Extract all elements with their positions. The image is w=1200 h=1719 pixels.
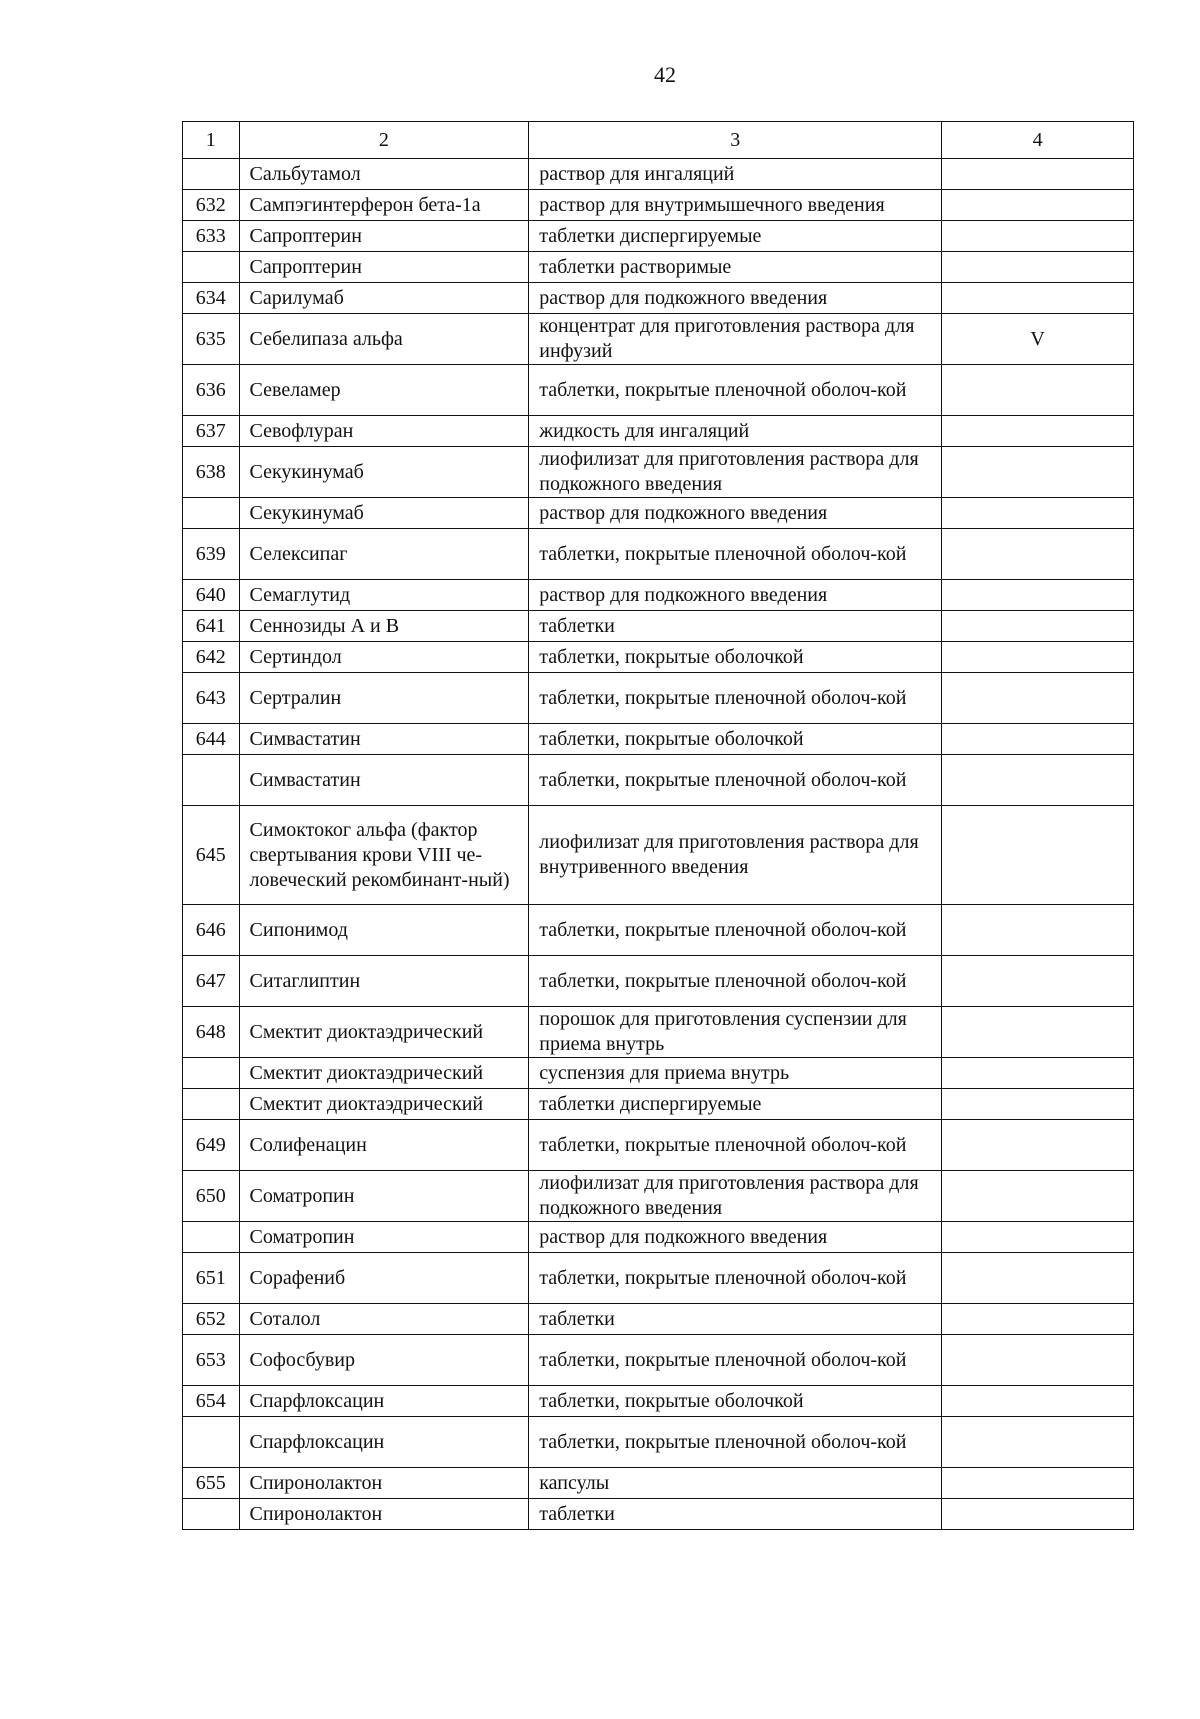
drug-name: Себелипаза альфа bbox=[239, 314, 529, 365]
table-row bbox=[183, 314, 1134, 365]
row-number bbox=[183, 1089, 240, 1120]
header-row bbox=[183, 122, 1134, 159]
table-row bbox=[183, 1222, 1134, 1253]
row-number: 637 bbox=[183, 416, 240, 447]
table-row bbox=[183, 956, 1134, 1007]
row-number: 655 bbox=[183, 1468, 240, 1499]
table-row bbox=[183, 611, 1134, 642]
table-row bbox=[183, 221, 1134, 252]
mark-cell bbox=[942, 1120, 1134, 1171]
table-row bbox=[183, 580, 1134, 611]
table-row bbox=[183, 1120, 1134, 1171]
dosage-form: таблетки, покрытые пленочной оболоч-кой bbox=[529, 1335, 942, 1386]
row-number bbox=[183, 1499, 240, 1530]
row-number: 641 bbox=[183, 611, 240, 642]
drug-name: Смектит диоктаэдрический bbox=[239, 1058, 529, 1089]
drug-name: Секукинумаб bbox=[239, 447, 529, 498]
header-cell: 4 bbox=[942, 122, 1134, 159]
drug-name: Соматропин bbox=[239, 1222, 529, 1253]
row-number: 640 bbox=[183, 580, 240, 611]
drug-name: Ситаглиптин bbox=[239, 956, 529, 1007]
row-number bbox=[183, 1417, 240, 1468]
dosage-form: таблетки, покрытые пленочной оболоч-кой bbox=[529, 1253, 942, 1304]
drug-name: Соталол bbox=[239, 1304, 529, 1335]
dosage-form: раствор для подкожного введения bbox=[529, 580, 942, 611]
dosage-form: лиофилизат для приготовления раствора для подкожного введения bbox=[529, 447, 942, 498]
table-row bbox=[183, 1089, 1134, 1120]
dosage-form: таблетки, покрытые пленочной оболоч-кой bbox=[529, 529, 942, 580]
drug-name: Сарилумаб bbox=[239, 283, 529, 314]
drug-name: Симвастатин bbox=[239, 755, 529, 806]
dosage-form: порошок для приготовления суспензии для приема внутрь bbox=[529, 1007, 942, 1058]
table-row bbox=[183, 1253, 1134, 1304]
dosage-form: таблетки, покрытые пленочной оболоч-кой bbox=[529, 365, 942, 416]
row-number: 635 bbox=[183, 314, 240, 365]
row-number: 645 bbox=[183, 806, 240, 905]
dosage-form: суспензия для приема внутрь bbox=[529, 1058, 942, 1089]
mark-cell bbox=[942, 1335, 1134, 1386]
table-row bbox=[183, 905, 1134, 956]
mark-cell bbox=[942, 1468, 1134, 1499]
mark-cell bbox=[942, 1499, 1134, 1530]
drug-name: Сертиндол bbox=[239, 642, 529, 673]
dosage-form: таблетки, покрытые оболочкой bbox=[529, 1386, 942, 1417]
row-number: 649 bbox=[183, 1120, 240, 1171]
drug-name: Симвастатин bbox=[239, 724, 529, 755]
table-row bbox=[183, 642, 1134, 673]
mark-cell bbox=[942, 190, 1134, 221]
drug-name: Сапроптерин bbox=[239, 221, 529, 252]
dosage-form: таблетки bbox=[529, 1499, 942, 1530]
mark-cell bbox=[942, 252, 1134, 283]
dosage-form: таблетки, покрытые пленочной оболоч-кой bbox=[529, 673, 942, 724]
table-row bbox=[183, 252, 1134, 283]
dosage-form: жидкость для ингаляций bbox=[529, 416, 942, 447]
mark-cell: V bbox=[942, 314, 1134, 365]
row-number bbox=[183, 159, 240, 190]
dosage-form: таблетки bbox=[529, 611, 942, 642]
dosage-form: таблетки, покрытые оболочкой bbox=[529, 642, 942, 673]
drug-name: Сертралин bbox=[239, 673, 529, 724]
page-number: 42 bbox=[654, 62, 676, 87]
drug-name: Сампэгинтерферон бета-1а bbox=[239, 190, 529, 221]
mark-cell bbox=[942, 221, 1134, 252]
mark-cell bbox=[942, 673, 1134, 724]
drug-name: Спарфлоксацин bbox=[239, 1417, 529, 1468]
dosage-form: лиофилизат для приготовления раствора для внутривенного введения bbox=[529, 806, 942, 905]
table-row bbox=[183, 724, 1134, 755]
drug-name: Секукинумаб bbox=[239, 498, 529, 529]
table-row bbox=[183, 498, 1134, 529]
table-row bbox=[183, 673, 1134, 724]
mark-cell bbox=[942, 806, 1134, 905]
mark-cell bbox=[942, 529, 1134, 580]
mark-cell bbox=[942, 1253, 1134, 1304]
mark-cell bbox=[942, 1386, 1134, 1417]
drug-name: Севеламер bbox=[239, 365, 529, 416]
table-row bbox=[183, 159, 1134, 190]
table-row bbox=[183, 1468, 1134, 1499]
dosage-form: таблетки, покрытые пленочной оболоч-кой bbox=[529, 956, 942, 1007]
table-row bbox=[183, 190, 1134, 221]
drug-table bbox=[182, 121, 1134, 1530]
dosage-form: таблетки, покрытые пленочной оболоч-кой bbox=[529, 755, 942, 806]
mark-cell bbox=[942, 365, 1134, 416]
table-row bbox=[183, 529, 1134, 580]
drug-name: Сеннозиды А и В bbox=[239, 611, 529, 642]
mark-cell bbox=[942, 642, 1134, 673]
mark-cell bbox=[942, 416, 1134, 447]
drug-name: Софосбувир bbox=[239, 1335, 529, 1386]
dosage-form: раствор для внутримышечного введения bbox=[529, 190, 942, 221]
drug-name: Селексипаг bbox=[239, 529, 529, 580]
dosage-form: таблетки bbox=[529, 1304, 942, 1335]
dosage-form: таблетки диспергируемые bbox=[529, 221, 942, 252]
mark-cell bbox=[942, 1058, 1134, 1089]
table-row bbox=[183, 1417, 1134, 1468]
drug-name: Спарфлоксацин bbox=[239, 1386, 529, 1417]
table-row bbox=[183, 1058, 1134, 1089]
row-number: 652 bbox=[183, 1304, 240, 1335]
dosage-form: таблетки диспергируемые bbox=[529, 1089, 942, 1120]
mark-cell bbox=[942, 1089, 1134, 1120]
row-number bbox=[183, 498, 240, 529]
row-number: 651 bbox=[183, 1253, 240, 1304]
dosage-form: раствор для подкожного введения bbox=[529, 498, 942, 529]
row-number: 646 bbox=[183, 905, 240, 956]
row-number: 639 bbox=[183, 529, 240, 580]
drug-name: Соматропин bbox=[239, 1171, 529, 1222]
dosage-form: таблетки, покрытые оболочкой bbox=[529, 724, 942, 755]
dosage-form: раствор для подкожного введения bbox=[529, 1222, 942, 1253]
header-cell: 1 bbox=[183, 122, 240, 159]
row-number bbox=[183, 1058, 240, 1089]
table-row bbox=[183, 447, 1134, 498]
drug-name: Сальбутамол bbox=[239, 159, 529, 190]
table-row bbox=[183, 806, 1134, 905]
row-number bbox=[183, 755, 240, 806]
mark-cell bbox=[942, 1222, 1134, 1253]
dosage-form: таблетки, покрытые пленочной оболоч-кой bbox=[529, 1120, 942, 1171]
mark-cell bbox=[942, 283, 1134, 314]
drug-name: Семаглутид bbox=[239, 580, 529, 611]
drug-name: Сапроптерин bbox=[239, 252, 529, 283]
table-row bbox=[183, 1304, 1134, 1335]
row-number: 634 bbox=[183, 283, 240, 314]
dosage-form: таблетки, покрытые пленочной оболоч-кой bbox=[529, 1417, 942, 1468]
drug-name: Смектит диоктаэдрический bbox=[239, 1089, 529, 1120]
mark-cell bbox=[942, 447, 1134, 498]
drug-name: Симоктоког альфа (фактор свертывания крови VIII че-ловеческий рекомбинант-ный) bbox=[239, 806, 529, 905]
table-row bbox=[183, 1007, 1134, 1058]
table-row bbox=[183, 755, 1134, 806]
drug-name: Смектит диоктаэдрический bbox=[239, 1007, 529, 1058]
row-number: 633 bbox=[183, 221, 240, 252]
row-number bbox=[183, 1222, 240, 1253]
dosage-form: раствор для подкожного введения bbox=[529, 283, 942, 314]
row-number bbox=[183, 252, 240, 283]
row-number: 636 bbox=[183, 365, 240, 416]
table-row bbox=[183, 365, 1134, 416]
header-cell: 3 bbox=[529, 122, 942, 159]
row-number: 647 bbox=[183, 956, 240, 1007]
dosage-form: лиофилизат для приготовления раствора для подкожного введения bbox=[529, 1171, 942, 1222]
mark-cell bbox=[942, 755, 1134, 806]
table-row bbox=[183, 1386, 1134, 1417]
row-number: 632 bbox=[183, 190, 240, 221]
drug-name: Севофлуран bbox=[239, 416, 529, 447]
row-number: 653 bbox=[183, 1335, 240, 1386]
mark-cell bbox=[942, 724, 1134, 755]
table-row bbox=[183, 1499, 1134, 1530]
row-number: 650 bbox=[183, 1171, 240, 1222]
row-number: 642 bbox=[183, 642, 240, 673]
dosage-form: таблетки растворимые bbox=[529, 252, 942, 283]
dosage-form: раствор для ингаляций bbox=[529, 159, 942, 190]
drug-name: Солифенацин bbox=[239, 1120, 529, 1171]
table-row bbox=[183, 283, 1134, 314]
drug-name: Спиронолактон bbox=[239, 1499, 529, 1530]
mark-cell bbox=[942, 1171, 1134, 1222]
dosage-form: капсулы bbox=[529, 1468, 942, 1499]
dosage-form: концентрат для приготовления раствора для инфузий bbox=[529, 314, 942, 365]
drug-name: Спиронолактон bbox=[239, 1468, 529, 1499]
row-number: 643 bbox=[183, 673, 240, 724]
mark-cell bbox=[942, 159, 1134, 190]
dosage-form: таблетки, покрытые пленочной оболоч-кой bbox=[529, 905, 942, 956]
mark-cell bbox=[942, 1417, 1134, 1468]
table-row bbox=[183, 1171, 1134, 1222]
mark-cell bbox=[942, 580, 1134, 611]
row-number: 654 bbox=[183, 1386, 240, 1417]
table-row bbox=[183, 1335, 1134, 1386]
mark-cell bbox=[942, 498, 1134, 529]
row-number: 638 bbox=[183, 447, 240, 498]
row-number: 644 bbox=[183, 724, 240, 755]
mark-cell bbox=[942, 1304, 1134, 1335]
mark-cell bbox=[942, 611, 1134, 642]
mark-cell bbox=[942, 1007, 1134, 1058]
mark-cell bbox=[942, 905, 1134, 956]
mark-cell bbox=[942, 956, 1134, 1007]
drug-name: Сорафениб bbox=[239, 1253, 529, 1304]
drug-name: Сипонимод bbox=[239, 905, 529, 956]
header-cell: 2 bbox=[239, 122, 529, 159]
row-number: 648 bbox=[183, 1007, 240, 1058]
table-row bbox=[183, 416, 1134, 447]
